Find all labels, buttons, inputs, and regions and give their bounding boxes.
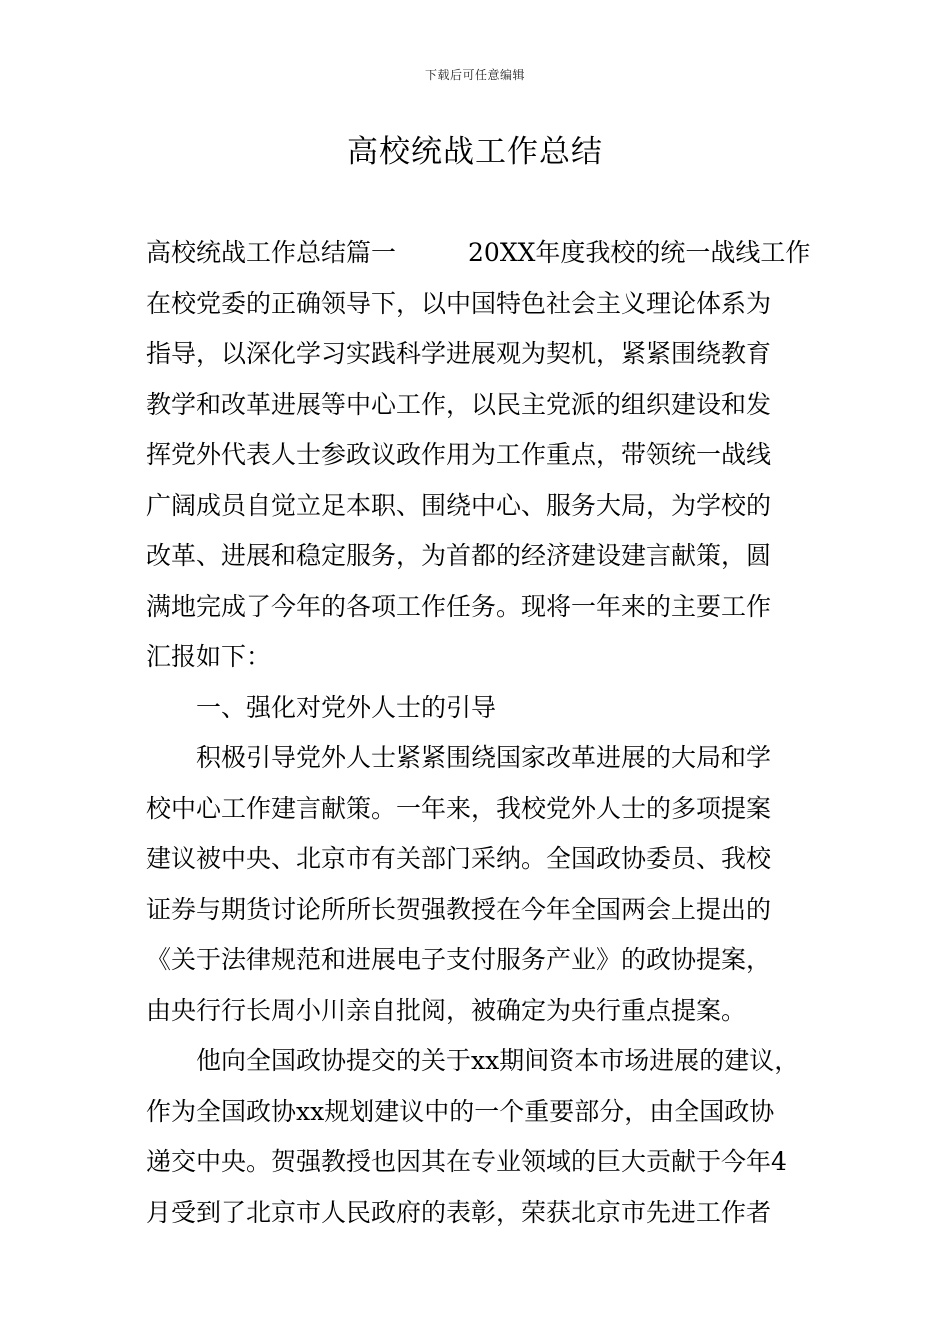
paragraph-line: 建议被中央、北京市有关部门采纳。全国政协委员、我校 [146, 844, 772, 873]
paragraph-line: 教学和改革进展等中心工作，以民主党派的组织建设和发 [146, 389, 772, 419]
paragraph-line: 月受到了北京市人民政府的表彰，荣获北京市先进工作者 [146, 1197, 772, 1227]
intro-text: 20XX年度我校的统一战线工作 [468, 238, 811, 267]
paragraph-line: 积极引导党外人士紧紧围绕国家改革进展的大局和学 [196, 743, 772, 772]
paragraph-line: 证券与期货讨论所所长贺强教授在今年全国两会上提出的 [146, 894, 772, 924]
paragraph-line: 递交中央。贺强教授也因其在专业领域的巨大贡献于今年4 [146, 1147, 787, 1176]
paragraph-line [146, 228, 810, 279]
paragraph-line: 《关于法律规范和进展电子支付服务产业》的政协提案， [146, 945, 772, 974]
document-title: 高校统战工作总结 [347, 134, 603, 170]
paragraph-line: 作为全国政协xx规划建议中的一个重要部分，由全国政协 [146, 1096, 775, 1126]
paragraph-line: 改革、进展和稳定服务，为首都的经济建设建言献策，圆 [146, 541, 772, 570]
paragraph-line: 在校党委的正确领导下，以中国特色社会主义理论体系为 [146, 288, 772, 318]
paragraph-line: 满地完成了今年的各项工作任务。现将一年来的主要工作 [146, 591, 772, 621]
section-heading: 一、强化对党外人士的引导 [196, 692, 497, 722]
header-note: 下载后可任意编辑 [424, 68, 525, 82]
intro-lead: 高校统战工作总结篇一 [146, 238, 397, 267]
paragraph-line: 广阔成员自觉立足本职、围绕中心、服务大局，为学校的 [146, 490, 772, 520]
paragraph-line: 汇报如下： [146, 642, 272, 671]
paragraph-line: 挥党外代表人士参政议政作用为工作重点，带领统一战线 [146, 440, 772, 469]
paragraph-line: 他向全国政协提交的关于xx期间资本市场进展的建议， [196, 1046, 800, 1075]
paragraph-line: 由央行行长周小川亲自批阅，被确定为央行重点提案。 [146, 995, 747, 1025]
document-body [146, 228, 810, 1238]
paragraph-line: 校中心工作建言献策。一年来，我校党外人士的多项提案 [146, 793, 772, 823]
paragraph-line: 指导，以深化学习实践科学进展观为契机，紧紧围绕教育 [146, 339, 772, 368]
